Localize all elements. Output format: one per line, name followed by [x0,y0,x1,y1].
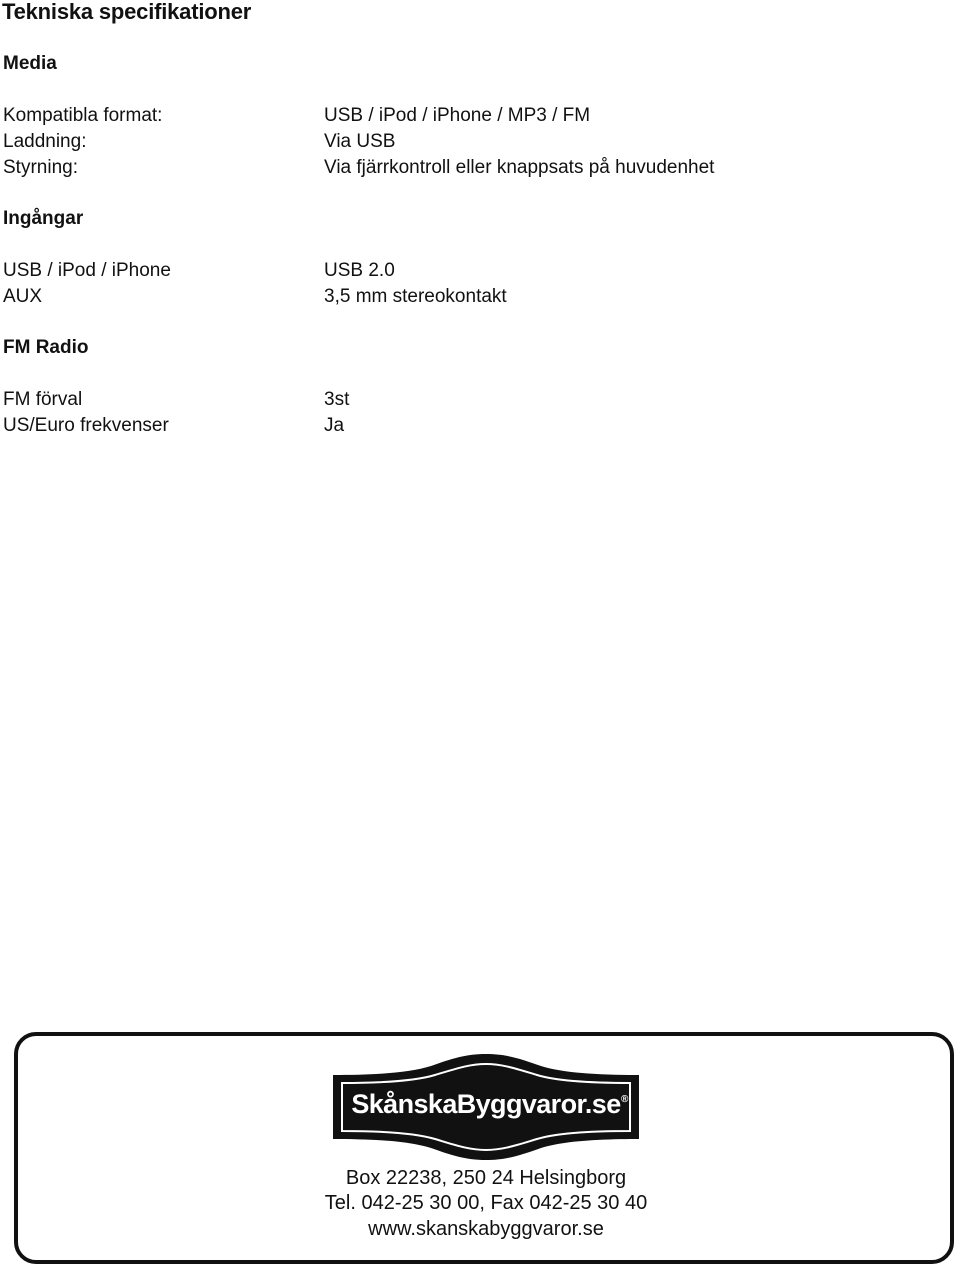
footer-phone: Tel. 042-25 30 00, Fax 042-25 30 40 [324,1192,648,1214]
spec-value: Via fjärrkontroll eller knappsats på huvudenhet [324,157,715,178]
spec-value: 3st [324,389,350,410]
registered-mark: ® [621,1094,629,1105]
spec-value: USB 2.0 [324,260,395,281]
section-heading-fm-radio: FM Radio [3,337,89,358]
spec-value: Ja [324,415,345,436]
footer-website[interactable]: www.skanskabyggvaror.se [368,1218,604,1240]
spec-label: FM förval [3,389,83,410]
logo-wordmark: SkånskaByggvaror.se [351,1089,621,1119]
spec-label: Styrning: [3,157,78,178]
spec-label: AUX [3,286,43,307]
spec-value: USB / iPod / iPhone / MP3 / FM [324,105,591,126]
spec-label: US/Euro frekvenser [3,415,169,436]
spec-label: Laddning: [3,131,87,152]
spec-value: 3,5 mm stereokontakt [324,286,507,307]
section-heading-media: Media [3,53,57,74]
company-logo [333,1054,639,1160]
page-title: Tekniska specifikationer [2,0,252,24]
spec-label: USB / iPod / iPhone [3,260,171,281]
section-heading-inputs: Ingångar [3,208,84,229]
spec-value: Via USB [324,131,396,152]
footer-address: Box 22238, 250 24 Helsingborg [345,1167,627,1189]
spec-label: Kompatibla format: [3,105,163,126]
